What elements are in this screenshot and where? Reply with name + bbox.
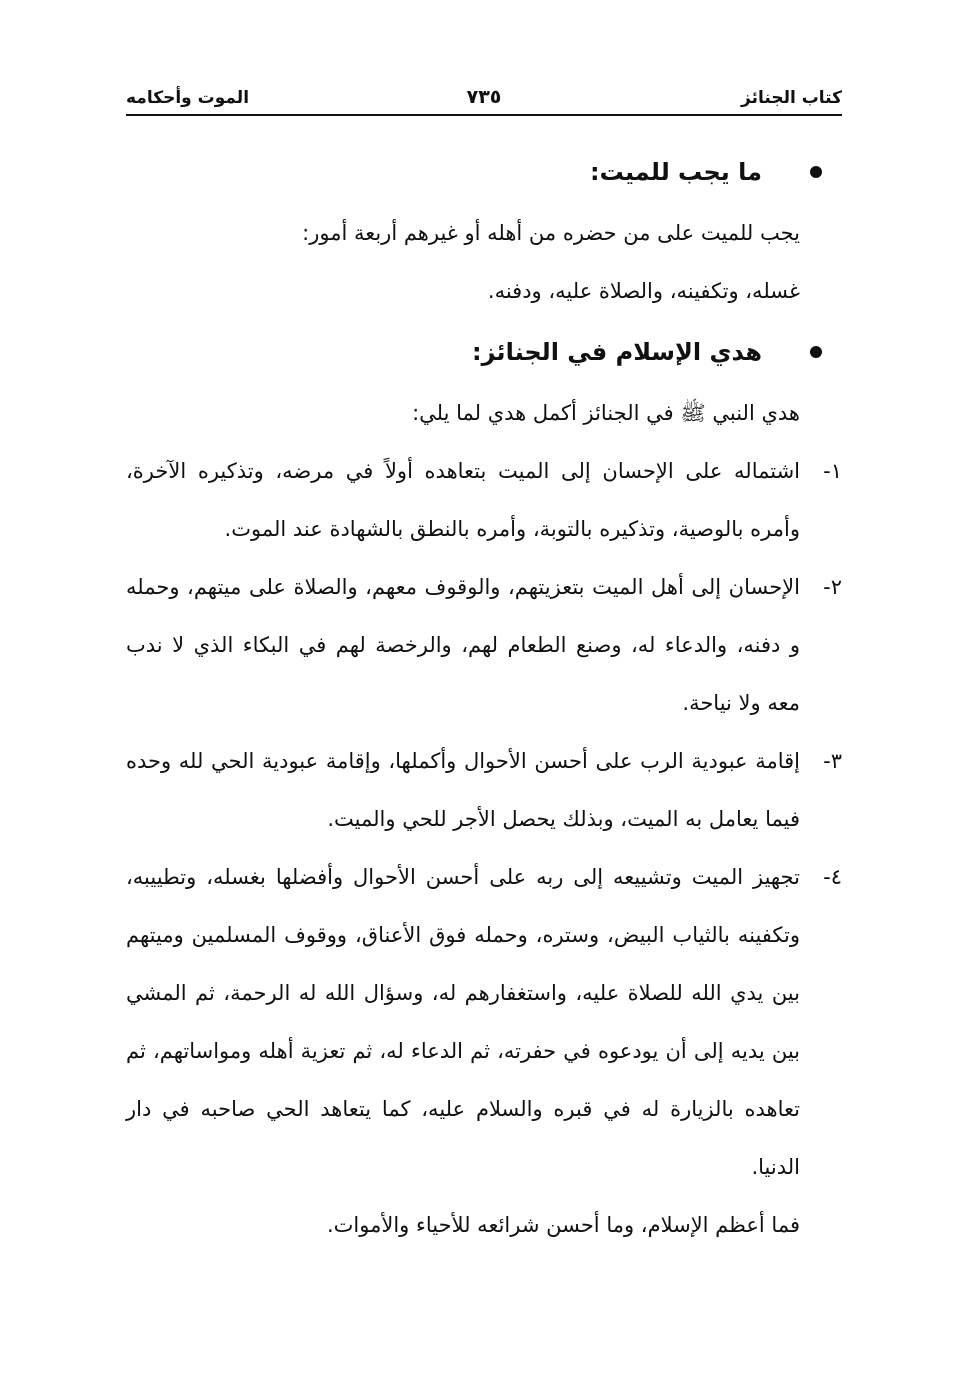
list-item-number: ٣-: [823, 749, 842, 773]
paragraph: غسله، وتكفينه، والصلاة عليه، ودفنه.: [487, 279, 800, 303]
closing-paragraph: فما أعظم الإسلام، وما أحسن شرائعه للأحياء والأموات.: [326, 1213, 800, 1237]
section-heading-guidance: [126, 320, 842, 384]
page-body: [126, 140, 842, 1254]
paragraph: يجب للميت على من حضره من أهله أو غيرهم أربعة أمور:: [302, 221, 800, 245]
book-title: كتاب الجنائز: [741, 88, 842, 108]
list-item-text: إقامة عبودية الرب على أحسن الأحوال وأكملها، وإقامة عبودية الحي لله وحده فيما يعامل به الميت، وبذلك يحصل الأجر للحي والميت.: [126, 749, 800, 831]
list-item-number: ١-: [823, 459, 842, 483]
chapter-title: الموت وأحكامه: [126, 88, 250, 108]
book-page: [126, 0, 842, 1382]
list-item-text: الإحسان إلى أهل الميت بتعزيتهم، والوقوف معهم، والصلاة على ميتهم، وحمله و دفنه، والدعاء له، وصنع الطعام لهم، والرخصة لهم في البكاء الذي لا ندب معه ولا نياحة.: [126, 575, 800, 715]
list-item-number: ٤-: [823, 865, 842, 889]
list-item: [126, 442, 842, 558]
list-item-text: اشتماله على الإحسان إلى الميت بتعاهده أولاً في مرضه، وتذكيره الآخرة، وأمره بالوصية، وتذكيره بالتوبة، وأمره بالنطق بالشهادة عند الموت.: [126, 459, 800, 541]
running-header: [126, 84, 842, 116]
section-heading-duties: [126, 140, 842, 204]
bullet-icon: [810, 166, 822, 178]
page-number: ٧٣٥: [466, 86, 502, 108]
intro-paragraph: هدي النبي ﷺ في الجنائز أكمل هدي لما يلي:: [412, 401, 800, 425]
list-item: [126, 732, 842, 848]
bullet-icon: [810, 346, 822, 358]
list-item-text: تجهيز الميت وتشييعه إلى ربه على أحسن الأحوال وأفضلها بغسله، وتطييبه، وتكفينه بالثياب البيض، وستره، وحمله فوق الأعناق، ووقوف المسلمين وميتهم بين يدي الله للصلاة عليه، واستغفارهم له، وسؤال الله له الرحمة، ثم المشي بين يديه إلى أن يودعوه في حفرته، ثم الدعاء له، ثم تعزية أهله ومواساتهم، ثم تعاهده بالزيارة له في قبره والسلام عليه، كما يتعاهد الحي صاحبه في دار الدنيا.: [126, 865, 800, 1179]
list-item: [126, 558, 842, 732]
list-item: [126, 848, 842, 1196]
section-heading-text: هدي الإسلام في الجنائز:: [472, 338, 762, 366]
section-heading-text: ما يجب للميت:: [590, 158, 762, 186]
list-item-number: ٢-: [823, 575, 842, 599]
